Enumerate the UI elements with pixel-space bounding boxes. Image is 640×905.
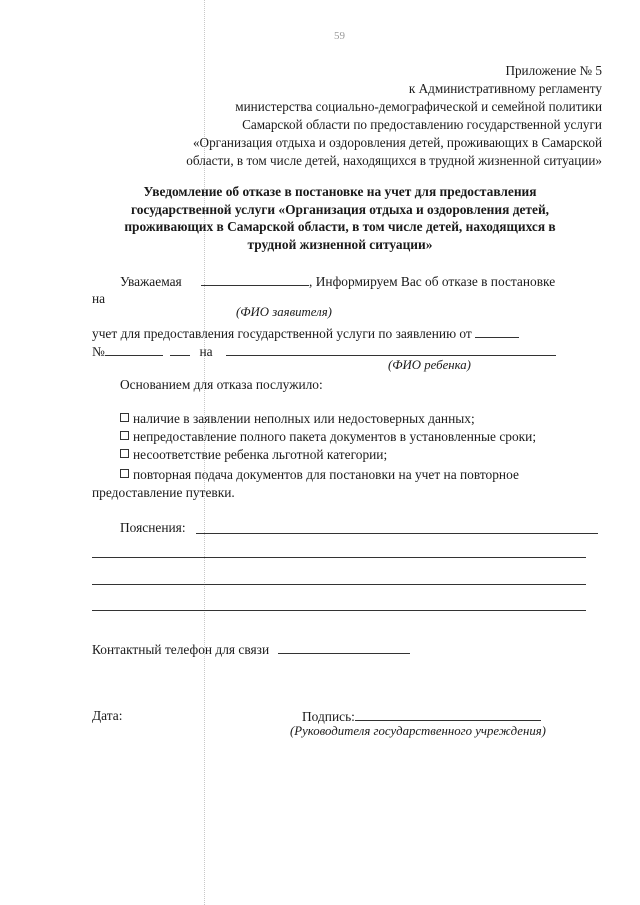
contact-line [92, 640, 410, 659]
appendix-line: «Организация отдыха и оздоровления детей, проживающих в Самарской [192, 135, 602, 150]
application-number-blank-2[interactable] [170, 342, 190, 356]
date-label: Дата: [92, 708, 123, 723]
service-line-text: учет для предоставления государственной услуги по заявлению от [92, 326, 472, 341]
reason-item [120, 446, 387, 464]
title-line: проживающих в Самарской области, в том числе детей, находящихся в [124, 219, 556, 234]
child-name-blank[interactable] [226, 342, 556, 356]
reason-item [120, 428, 536, 446]
contact-label: Контактный телефон для связи [92, 642, 270, 657]
reason-label: повторная подача документов для постановки на учет на повторное [133, 467, 519, 482]
signature-label: Подпись: [302, 709, 355, 724]
document-title [80, 183, 600, 253]
reason-continuation: предоставление путевки. [92, 485, 235, 500]
fio-child-caption: (ФИО ребенка) [388, 358, 471, 372]
greeting-line [120, 272, 555, 291]
applicant-name-blank[interactable] [201, 272, 309, 286]
signature-blank[interactable] [355, 707, 541, 721]
service-line [92, 324, 519, 343]
explanations-line[interactable] [196, 533, 598, 534]
signature-caption: (Руководителя государственного учреждения) [290, 724, 546, 738]
appendix-line: области, в том числе детей, находящихся в трудной жизненной ситуации» [186, 153, 602, 168]
reason-intro: Основанием для отказа послужило: [120, 377, 323, 392]
reason-checkbox[interactable] [120, 449, 129, 458]
na-text: на [92, 291, 106, 306]
appendix-line: Самарской области по предоставлению государственной услуги [242, 117, 602, 132]
greeting-label: Уважаемая [120, 274, 182, 289]
na2-text: на [199, 344, 213, 359]
reason-item [120, 410, 475, 428]
explanations-line[interactable] [92, 610, 586, 611]
number-line [92, 342, 556, 361]
title-line: трудной жизненной ситуации» [247, 236, 433, 252]
appendix-line: министерства социально-демографической и семейной политики [235, 99, 602, 114]
number-label: № [92, 344, 105, 359]
contact-phone-blank[interactable] [278, 640, 410, 654]
reason-label: непредоставление полного пакета документов в установленные сроки; [133, 429, 537, 444]
reason-checkbox[interactable] [120, 413, 129, 422]
application-date-blank[interactable] [475, 324, 519, 338]
fio-applicant-caption: (ФИО заявителя) [236, 305, 332, 319]
inform-text: , Информируем Вас об отказе в постановке [309, 274, 556, 289]
explanations-line[interactable] [92, 584, 586, 585]
explanations-label: Пояснения: [120, 520, 186, 535]
reason-label: несоответствие ребенка льготной категории; [133, 447, 388, 462]
appendix-header [132, 62, 602, 170]
page-number: 59 [334, 30, 345, 42]
reason-checkbox[interactable] [120, 431, 129, 440]
title-line: государственной услуги «Организация отдыха и оздоровления детей, [130, 201, 550, 217]
application-number-blank[interactable] [105, 342, 163, 356]
reason-checkbox[interactable] [120, 469, 129, 478]
appendix-line: Приложение № 5 [505, 63, 602, 78]
appendix-line: к Административному регламенту [408, 81, 602, 96]
explanations-line[interactable] [92, 557, 586, 558]
title-line: Уведомление об отказе в постановке на учет для предоставления [143, 184, 537, 199]
reason-label: наличие в заявлении неполных или недостоверных данных; [133, 411, 475, 426]
reason-item [120, 466, 519, 484]
